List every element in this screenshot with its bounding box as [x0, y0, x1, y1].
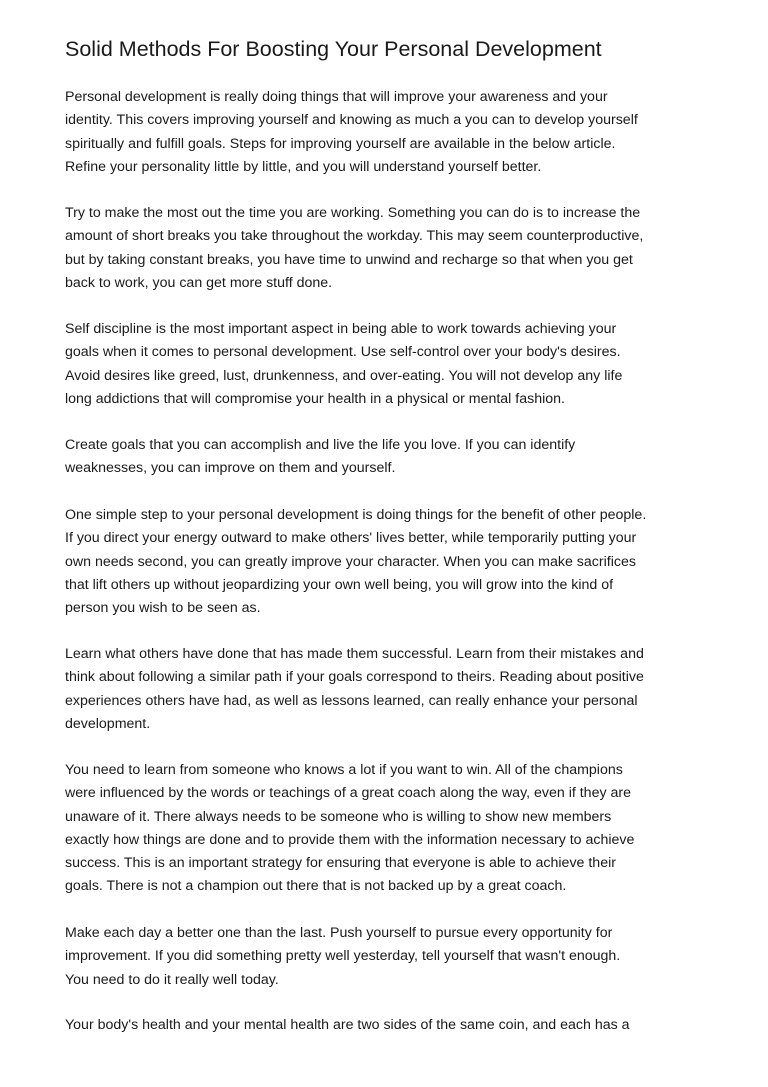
paragraph-5-line-5: person you wish to be seen as. [65, 600, 261, 617]
paragraph-5-line-3: own needs second, you can greatly improve your character. When you can make sacrifices [65, 553, 636, 570]
paragraph-1-line-3: spiritually and fulfill goals. Steps for improving yourself are available in the below article. [65, 135, 616, 152]
paragraph-6-line-4: development. [65, 715, 151, 732]
paragraph-3-line-3: Avoid desires like greed, lust, drunkenness, and over-eating. You will not develop any life [65, 367, 623, 384]
paragraph-3-line-1: Self discipline is the most important aspect in being able to work towards achieving your [65, 321, 617, 337]
paragraph-9 [65, 1014, 745, 1037]
paragraph-4-line-2: weaknesses, you can improve on them and yourself. [65, 460, 396, 477]
paragraph-7-line-3: unaware of it. There always needs to be someone who is willing to show new members [65, 808, 612, 825]
paragraph-9-line-1: Your body's health and your mental health are two sides of the same coin, and each has a [65, 1017, 630, 1033]
paragraph-6 [65, 643, 745, 736]
paragraph-1-line-1: Personal development is really doing things that will improve your awareness and your [65, 89, 608, 105]
paragraph-2-line-3: but by taking constant breaks, you have time to unwind and recharge so that when you get [65, 251, 633, 268]
paragraph-5-line-2: If you direct your energy outward to make others' lives better, while temporarily putting your [65, 530, 637, 547]
paragraph-2-line-2: amount of short breaks you take throughout the workday. This may seem counterproductive, [65, 228, 644, 245]
paragraph-6-line-1: Learn what others have done that has made them successful. Learn from their mistakes and [65, 646, 644, 662]
paragraph-3-line-2: goals when it comes to personal development. Use self-control over your body's desires. [65, 344, 621, 361]
paragraph-8-line-3: You need to do it really well today. [65, 971, 279, 988]
paragraph-5-line-4: that lift others up without jeopardizing your own well being, you will grow into the kind of [65, 576, 614, 593]
paragraph-5-line-1: One simple step to your personal development is doing things for the benefit of other people. [65, 507, 647, 523]
document-title: Solid Methods For Boosting Your Personal Development [65, 37, 602, 61]
paragraph-8 [65, 922, 745, 992]
paragraph-6-line-3: experiences others have had, as well as lessons learned, can really enhance your personal [65, 692, 638, 709]
paragraph-7-line-5: success. This is an important strategy for ensuring that everyone is able to achieve their [65, 855, 616, 872]
paragraph-2-line-1: Try to make the most out the time you are working. Something you can do is to increase the [65, 205, 641, 221]
paragraph-2 [65, 202, 745, 295]
paragraph-8-line-1: Make each day a better one than the last. Push yourself to pursue every opportunity for [65, 925, 613, 941]
paragraph-4-line-1: Create goals that you can accomplish and live the life you love. If you can identify [65, 437, 576, 453]
paragraph-3 [65, 318, 745, 411]
paragraph-4 [65, 434, 745, 481]
paragraph-1-line-4: Refine your personality little by little, and you will understand yourself better. [65, 158, 542, 175]
paragraph-7-line-4: exactly how things are done and to provide them with the information necessary to achieve [65, 831, 635, 848]
paragraph-8-line-2: improvement. If you did something pretty well yesterday, tell yourself that wasn't enough. [65, 948, 621, 965]
paragraph-1 [65, 86, 745, 179]
paragraph-5 [65, 504, 745, 620]
paragraph-7-line-1: You need to learn from someone who knows a lot if you want to win. All of the champions [65, 762, 623, 778]
paragraph-7 [65, 759, 745, 899]
paragraph-7-line-2: were influenced by the words or teachings of a great coach along the way, even if they are [65, 785, 631, 802]
paragraph-2-line-4: back to work, you can get more stuff done. [65, 274, 333, 291]
paragraph-6-line-2: think about following a similar path if your goals correspond to theirs. Reading about positive [65, 669, 644, 686]
paragraph-3-line-4: long addictions that will compromise your health in a physical or mental fashion. [65, 390, 565, 407]
paragraph-7-line-6: goals. There is not a champion out there that is not backed up by a great coach. [65, 878, 567, 895]
paragraph-1-line-2: identity. This covers improving yourself and knowing as much a you can to develop yourself [65, 112, 638, 129]
